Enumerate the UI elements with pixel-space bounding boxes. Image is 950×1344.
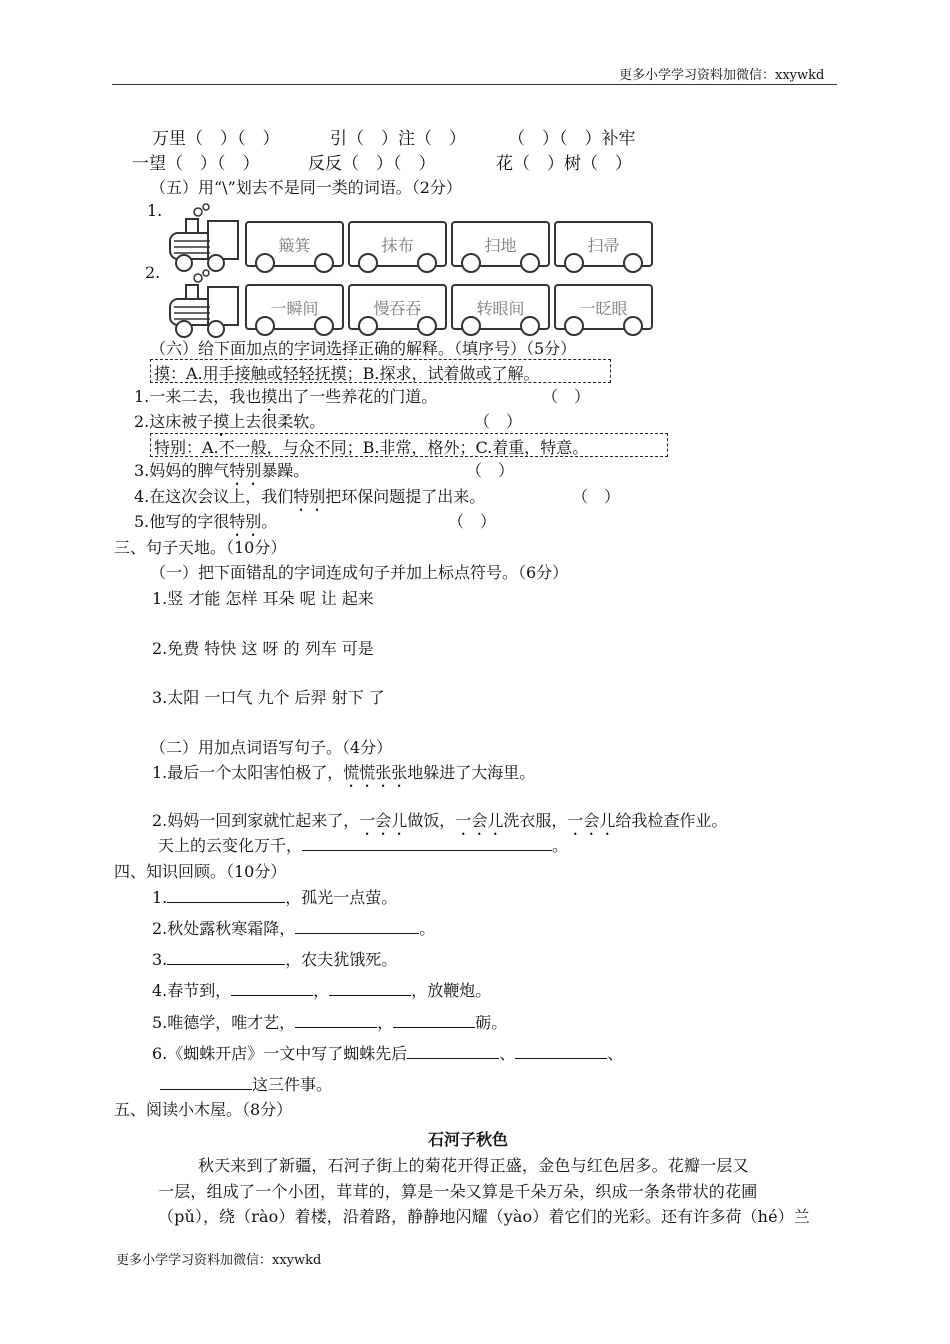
car-label: 扫地 [484,236,517,255]
train-car[interactable] [554,284,653,330]
train-car[interactable] [554,221,653,267]
passage-line: （pǔ），绕（rào）着楼，沿着路，静静地闪耀（yào）着它们的光彩。还有许多荷（hé）兰 [158,1207,810,1226]
wheel-icon [417,253,437,273]
dotted-word: 一会儿 [567,811,616,830]
answer-blank[interactable] [329,979,411,996]
question-line: 1.一来二去，我也摸出了一些养花的门道。 [134,387,438,406]
recall-item: 5.唯德学，唯才艺， ， 砺。 [152,1013,508,1032]
answer-blank[interactable] [393,1011,475,1028]
fill-item: 花（ ）树（ ） [496,154,632,174]
scrambled-sentence: 1.竖 才能 怎样 耳朵 呢 让 起来 [152,589,374,608]
definition-text: 特别：A.不一般，与众不同；B.非常，格外；C.着重，特意。 [154,438,589,457]
answer-blank[interactable] [515,1042,607,1059]
definition-text: 摸：A.用手接触或轻轻抚摸；B.探求，试着做或了解。 [154,364,540,383]
recall-item: 3. ，农夫犹饿死。 [152,950,398,969]
answer-paren[interactable]: （ ） [542,387,591,406]
dotted-word: 特别 [229,512,262,531]
example-sentence: 1.最后一个太阳害怕极了，慌慌张张地躲进了大海里。 [152,763,536,782]
recall-item: 6.《蜘蛛开店》一文中写了蜘蛛先后 、 、 [152,1044,624,1063]
wheel-icon [314,316,334,336]
sub-heading: （一）把下面错乱的字词连成句子并加上标点符号。（6分） [150,563,569,582]
passage-title: 石河子秋色 [428,1130,509,1149]
wheel-icon [623,253,643,273]
wheel-icon [564,253,584,273]
wheel-icon [520,253,540,273]
answer-paren[interactable]: （ ） [466,461,515,480]
answer-paren[interactable]: （ ） [572,487,621,506]
recall-item: 这三件事。 [160,1072,332,1095]
train-car[interactable] [451,221,550,267]
question-line: 4.在这次会议上，我们特别把环保问题提了出来。 [134,487,486,506]
car-label: 转眼间 [476,299,525,318]
sub-heading: （二）用加点词语写句子。（4分） [150,738,393,757]
answer-blank[interactable] [231,979,313,996]
section-heading: 五、阅读小木屋。（8分） [114,1100,293,1119]
wheel-icon [358,316,378,336]
recall-item: 2.秋处露秋寒霜降， 。 [152,919,436,938]
scrambled-sentence: 2.免费 特快 这 呀 的 列车 可是 [152,639,374,658]
wheel-icon [564,316,584,336]
fill-item: （ ）（ ）补牢 [508,129,636,149]
section-heading: 三、句子天地。（10分） [114,538,287,557]
car-label: 慢吞吞 [373,299,422,318]
dotted-word: 特别 [293,487,326,506]
car-label: 一眨眼 [579,299,628,318]
answer-blank[interactable] [167,886,285,903]
car-label: 抹布 [381,236,414,255]
header-divider [112,84,837,85]
part5-heading: （五）用“\”划去不是同一类的词语。（2分） [150,178,462,197]
recall-item: 1. ，孤光一点萤。 [152,888,398,907]
answer-blank[interactable] [160,1073,252,1090]
question-line: 2.这床被子摸上去很柔软。 [134,412,326,431]
page-footer: 更多小学学习资料加微信：xxywkd [116,1253,322,1268]
example-sentence: 2.妈妈一回到家就忙起来了，一会儿做饭，一会儿洗衣服，一会儿给我检查作业。 [152,811,728,830]
locomotive-icon [160,203,246,273]
section-heading: 四、知识回顾。（10分） [114,862,287,881]
scrambled-sentence: 3.太阳 一口气 九个 后羿 射下 了 [152,688,385,707]
question-number: 1. [147,201,163,220]
train-car[interactable] [348,221,447,267]
answer-paren[interactable]: （ ） [474,412,523,431]
dotted-word: 慌慌张张 [343,763,408,782]
fill-item: 一望（ ）（ ） [132,154,260,174]
passage-line: 一层，组成了一个小团，茸茸的，算是一朵又算是千朵万朵，织成一条条带状的花圃 [158,1182,758,1201]
wheel-icon [461,316,481,336]
wheel-icon [255,253,275,273]
page-header: 更多小学学习资料加微信：xxywkd [619,68,825,83]
dotted-word: 一会儿 [455,811,504,830]
wheel-icon [417,316,437,336]
wheel-icon [461,253,481,273]
part6-heading: （六）给下面加点的字词选择正确的解释。（填序号）（5分） [150,339,577,358]
car-label: 一瞬间 [270,299,319,318]
wheel-icon [255,316,275,336]
car-label: 扫帚 [587,236,620,255]
car-label: 簸箕 [278,236,311,255]
question-number: 2. [145,263,161,282]
passage-line: 秋天来到了新疆，石河子街上的菊花开得正盛，金色与红色居多。花瓣一层又 [198,1156,749,1175]
wheel-icon [623,316,643,336]
train-car[interactable] [451,284,550,330]
locomotive-icon [160,269,246,339]
answer-blank[interactable] [295,1011,377,1028]
dotted-word: 摸 [261,387,278,406]
fill-item: 反反（ ）（ ） [308,154,436,174]
answer-blank[interactable] [295,917,419,934]
train-car[interactable] [348,284,447,330]
fill-item: 万里（ ）（ ） [152,129,280,149]
answer-blank[interactable] [167,948,285,965]
wheel-icon [314,253,334,273]
fill-item: 引（ ）注（ ） [330,129,466,149]
train-car[interactable] [245,284,344,330]
recall-item: 4.春节到， ， ，放鞭炮。 [152,981,492,1000]
train-car[interactable] [245,221,344,267]
question-line: 3.妈妈的脾气特别暴躁。 [134,461,310,480]
answer-line: 天上的云变化万千， 。 [158,836,569,855]
dotted-word: 特别 [229,461,262,480]
answer-blank[interactable] [407,1042,499,1059]
question-line: 5.他写的字很特别。 [134,512,278,531]
answer-blank[interactable] [302,834,552,851]
wheel-icon [520,316,540,336]
answer-paren[interactable]: （ ） [448,512,497,531]
dotted-word: 一会儿 [359,811,408,830]
dotted-word: 摸 [213,412,230,431]
wheel-icon [358,253,378,273]
